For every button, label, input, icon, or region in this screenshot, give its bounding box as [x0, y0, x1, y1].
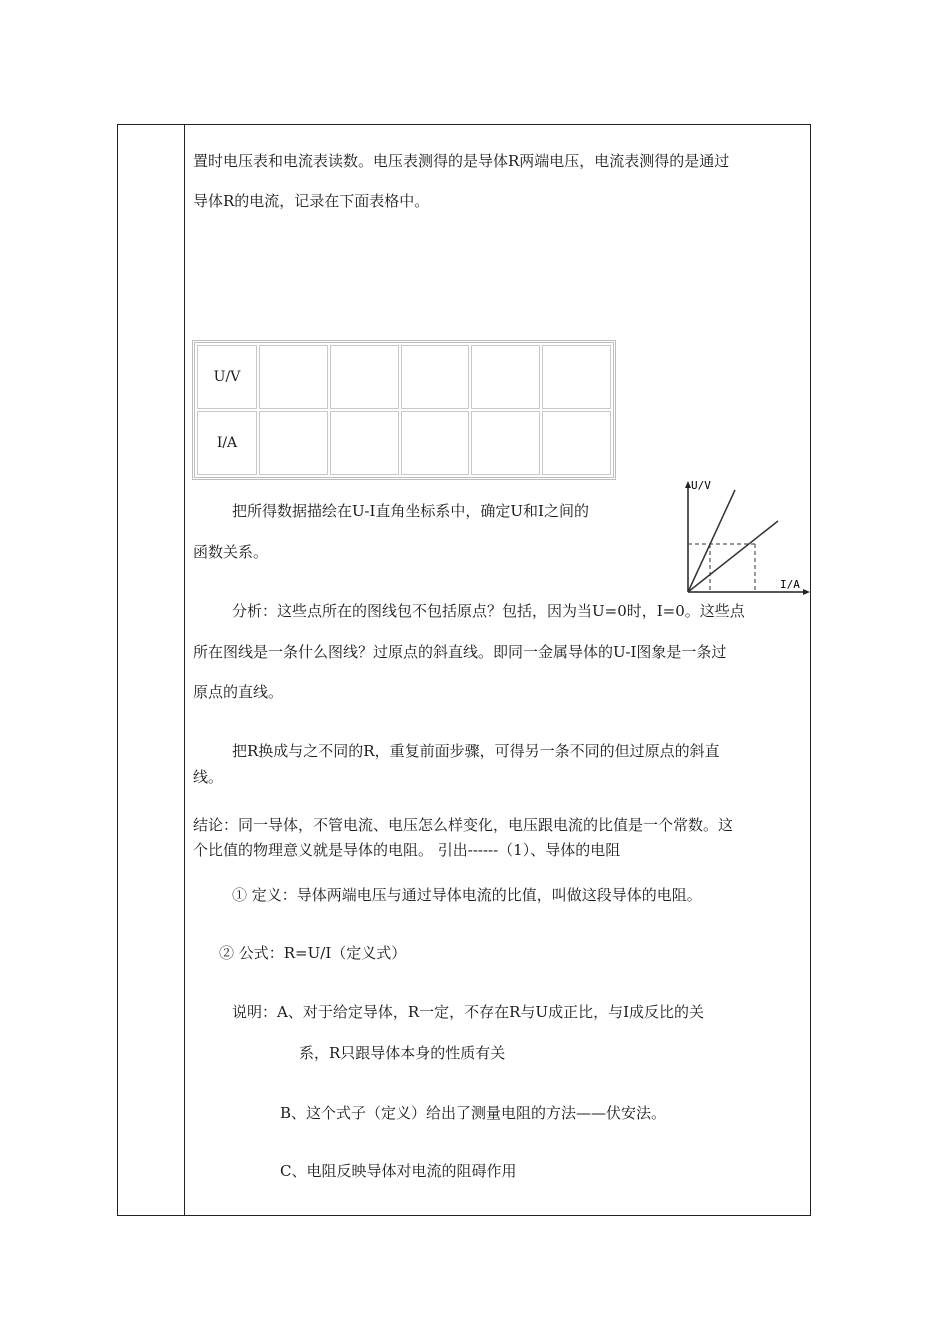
paragraph-4-line-1: 把R换成与之不同的R，重复前面步骤，可得另一条不同的但过原点的斜直	[232, 742, 720, 760]
table-cell	[471, 345, 540, 409]
table-cell	[471, 411, 540, 475]
table-cell	[542, 345, 611, 409]
x-axis-arrow-icon	[803, 589, 810, 595]
table-row	[197, 411, 611, 475]
table-cell	[330, 411, 399, 475]
paragraph-4-line-2: 线。	[193, 768, 224, 786]
note-a-line-2: 系，R只跟导体本身的性质有关	[299, 1044, 506, 1062]
formula-line: ② 公式：R=U/I（定义式）	[219, 944, 407, 962]
note-b-line: B、这个式子（定义）给出了测量电阻的方法——伏安法。	[280, 1104, 667, 1122]
table-cell	[330, 345, 399, 409]
paragraph-2-line-2: 函数关系。	[193, 543, 269, 561]
table-row	[197, 345, 611, 409]
table-cell	[259, 345, 328, 409]
ui-graph	[680, 478, 812, 596]
paragraph-1-line-2: 导体R的电流，记录在下面表格中。	[193, 192, 430, 210]
paragraph-3-line-2: 所在图线是一条什么图线？过原点的斜直线。即同一金属导体的U-I图象是一条过	[193, 643, 727, 661]
conclusion-line-1: 结论：同一导体，不管电流、电压怎么样变化，电压跟电流的比值是一个常数。这	[193, 816, 734, 834]
definition-line: ① 定义：导体两端电压与通过导体电流的比值，叫做这段导体的电阻。	[232, 886, 702, 904]
table-cell	[542, 411, 611, 475]
shallow-line	[688, 521, 778, 592]
paragraph-3-line-3: 原点的直线。	[193, 683, 284, 701]
x-axis-label: I/A	[780, 578, 800, 591]
note-a-line-1: 说明：A、对于给定导体，R一定，不存在R与U成正比，与I成反比的关	[232, 1003, 704, 1021]
paragraph-2-line-1: 把所得数据描绘在U-I直角坐标系中，确定U和I之间的	[232, 502, 589, 520]
y-axis-label: U/V	[691, 479, 711, 492]
table-cell	[259, 411, 328, 475]
data-table	[192, 340, 616, 480]
column-divider	[184, 124, 185, 1216]
note-c-line: C、电阻反映导体对电流的阻碍作用	[280, 1162, 517, 1180]
row-header-voltage: U/V	[197, 345, 257, 409]
row-header-current: I/A	[197, 411, 257, 475]
table-cell	[401, 345, 470, 409]
conclusion-line-2: 个比值的物理意义就是导体的电阻。 引出------（1）、导体的电阻	[193, 841, 621, 859]
table-cell	[401, 411, 470, 475]
steep-line	[688, 490, 735, 592]
paragraph-3-line-1: 分析：这些点所在的图线包不包括原点？包括，因为当U=0时，I=0。这些点	[232, 602, 745, 620]
paragraph-1-line-1: 置时电压表和电流表读数。电压表测得的是导体R两端电压，电流表测得的是通过	[193, 152, 730, 170]
